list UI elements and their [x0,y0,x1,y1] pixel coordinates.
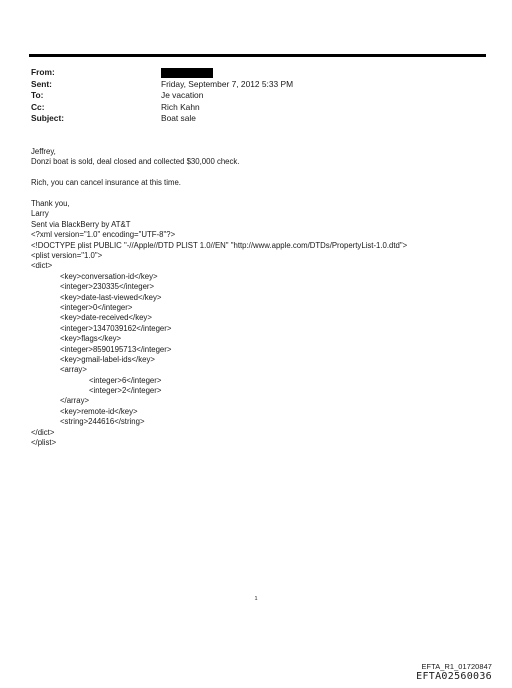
cc-label: Cc: [31,101,45,112]
bates-stamp-primary: EFTA_R1_01720847 [421,662,492,671]
plist-line: <integer>1347039162</integer> [60,323,172,333]
plist-line: <string>244616</string> [60,417,145,427]
plist-line: <?xml version="1.0" encoding="UTF-8"?> [31,230,176,240]
plist-line: <key>date-received</key> [60,313,152,323]
sent-value: Friday, September 7, 2012 5:33 PM [161,78,294,89]
plist-line: <integer>2</integer> [89,386,162,396]
page-number: 1 [254,596,258,602]
cc-value: Rich Kahn [161,101,200,112]
plist-line: <key>gmail-label-ids</key> [60,354,155,364]
plist-line: <integer>6</integer> [89,375,162,385]
email-body [31,147,491,448]
plist-line: <integer>0</integer> [60,302,133,312]
redaction-box [161,68,213,78]
to-label: To: [31,90,44,101]
plist-line: </array> [60,396,90,406]
sent-row [31,79,471,91]
greeting: Jeffrey, [31,147,56,156]
closing: Thank you, [31,199,70,208]
plist-line: <key>date-last-viewed</key> [60,292,162,302]
plist-line: <!DOCTYPE plist PUBLIC "-//Apple//DTD PLIST 1.0//EN" "http://www.apple.com/DTDs/PropertyList-1.0.dtd"> [31,240,408,250]
cc-row [31,102,471,114]
body-line-1: Donzi boat is sold, deal closed and collected $30,000 check. [31,157,240,167]
subject-value: Boat sale [161,113,196,124]
plist-line: <dict> [31,261,53,271]
sent-via: Sent via BlackBerry by AT&T [31,219,131,229]
plist-line: </plist> [31,438,57,448]
to-row [31,90,471,102]
plist-line: <key>remote-id</key> [60,406,138,416]
to-value: Je vacation [161,90,204,101]
sent-label: Sent: [31,78,52,89]
subject-label: Subject: [31,113,65,124]
plist-line: <plist version="1.0"> [31,251,103,260]
from-label: From: [31,67,55,77]
signature: Larry [31,209,49,219]
plist-line: <integer>230335</integer> [60,282,155,292]
email-header [31,67,471,125]
plist-line: <integer>8590195713</integer> [60,344,172,354]
body-line-2: Rich, you can cancel insurance at this time. [31,178,181,188]
plist-line: </dict> [31,427,55,437]
plist-line: <key>conversation-id</key> [60,271,158,281]
subject-row [31,113,471,125]
from-row [31,67,471,79]
from-value [161,67,471,79]
plist-line: <key>flags</key> [60,334,122,344]
header-divider [29,54,486,57]
plist-line: <array> [60,365,87,375]
bates-stamp-secondary: EFTA02560036 [416,671,492,682]
